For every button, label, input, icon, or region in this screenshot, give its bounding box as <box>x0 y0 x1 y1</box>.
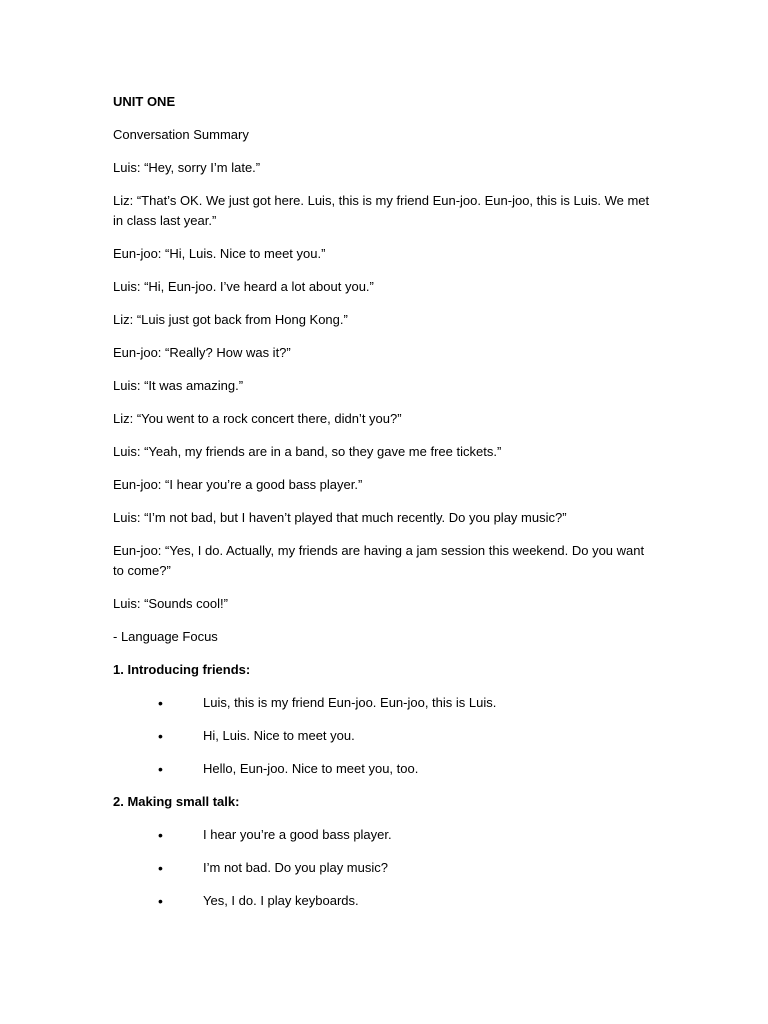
list-item-text: Luis, this is my friend Eun-joo. Eun-joo, this is Luis. <box>203 695 497 710</box>
list-item-text: Yes, I do. I play keyboards. <box>203 893 359 908</box>
list-item-text: I’m not bad. Do you play music? <box>203 860 388 875</box>
dialogue-line: Eun-joo: “Really? How was it?” <box>113 345 291 360</box>
dialogue-line: Luis: “I’m not bad, but I haven’t played that much recently. Do you play music?” <box>113 510 567 525</box>
list-item <box>113 891 658 911</box>
section-title: Conversation Summary <box>113 127 249 142</box>
dialogue-line: Luis: “It was amazing.” <box>113 378 244 393</box>
bullet-icon: • <box>158 893 163 909</box>
list-item <box>113 858 658 878</box>
bullet-icon: • <box>158 860 163 876</box>
list-item <box>113 759 658 779</box>
dialogue-line: Eun-joo: “Hi, Luis. Nice to meet you.” <box>113 246 326 261</box>
dialogue-line: Luis: “Yeah, my friends are in a band, so they gave me free tickets.” <box>113 444 502 459</box>
document-body <box>113 92 658 924</box>
language-focus-label: - Language Focus <box>113 629 218 644</box>
list-item <box>113 825 658 845</box>
bullet-icon: • <box>158 827 163 843</box>
list-item-text: Hello, Eun-joo. Nice to meet you, too. <box>203 761 419 776</box>
dialogue-line: Luis: “Sounds cool!” <box>113 596 228 611</box>
section-heading: 2. Making small talk: <box>113 794 240 809</box>
dialogue-line: Liz: “That’s OK. We just got here. Luis, this is my friend Eun-joo. Eun-joo, this is Luis. We met in class last year.” <box>113 193 650 228</box>
dialogue-line: Luis: “Hi, Eun-joo. I’ve heard a lot about you.” <box>113 279 374 294</box>
list-item <box>113 693 658 713</box>
bullet-icon: • <box>158 728 163 744</box>
list-item-text: I hear you’re a good bass player. <box>203 827 392 842</box>
dialogue-line: Eun-joo: “Yes, I do. Actually, my friends are having a jam session this weekend. Do you want to come?” <box>113 543 645 578</box>
dialogue <box>113 158 658 614</box>
bullet-list <box>113 693 658 779</box>
dialogue-line: Luis: “Hey, sorry I’m late.” <box>113 160 261 175</box>
dialogue-line: Liz: “You went to a rock concert there, didn’t you?” <box>113 411 402 426</box>
section-introducing-friends <box>113 660 658 779</box>
list-item <box>113 726 658 746</box>
section-heading: 1. Introducing friends: <box>113 662 251 677</box>
list-item-text: Hi, Luis. Nice to meet you. <box>203 728 355 743</box>
unit-title: UNIT ONE <box>113 94 176 109</box>
dialogue-line: Liz: “Luis just got back from Hong Kong.” <box>113 312 348 327</box>
bullet-list <box>113 825 658 911</box>
bullet-icon: • <box>158 695 163 711</box>
section-making-small-talk <box>113 792 658 911</box>
dialogue-line: Eun-joo: “I hear you’re a good bass player.” <box>113 477 363 492</box>
bullet-icon: • <box>158 761 163 777</box>
